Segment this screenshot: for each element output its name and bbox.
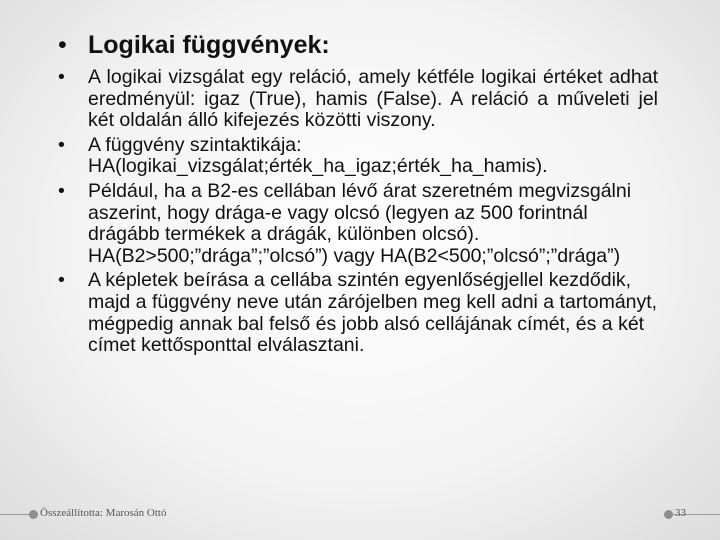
footer-divider-left <box>0 514 30 515</box>
bullet-item <box>58 270 658 356</box>
bullet-item <box>58 181 658 267</box>
page-number: 33 <box>675 507 686 519</box>
bullet-text: A képletek beírása a cellába szintén egyenlőségjellel kezdődik, majd a függvény neve után zárójelben meg kell adni a tartományt, mégpedig annak bal felső és jobb alsó cellájának címét, és a két címet kettősponttal elválasztani. <box>88 269 658 357</box>
bullet-item <box>58 135 658 178</box>
bullet-marker: • <box>58 66 65 88</box>
bullet-item <box>58 67 658 132</box>
bullet-list <box>58 64 658 357</box>
bullet-marker: • <box>58 133 65 156</box>
bullet-marker: • <box>58 179 65 202</box>
slide-title: Logikai függvények: <box>88 31 330 59</box>
bullet-text: A logikai vizsgálat egy reláció, amely kétféle logikai értéket adhat eredményül: igaz (True), hamis (False). A reláció a műveleti jel két oldalán álló kifejezés közötti viszony. <box>88 66 658 132</box>
slide-footer <box>0 503 720 527</box>
bullet-text: Például, ha a B2-es cellában lévő árat szeretném megvizsgálni aszerint, hogy drága-e vagy olcsó (legyen az 500 forintnál drágább termékek a drágák, különben olcsó). HA(B2>500;”drága”;”olcsó”) vagy HA(B2<500;”olcsó”;”drága”) <box>88 179 632 267</box>
bullet-marker: • <box>58 269 65 292</box>
footer-author: Összeállította: Marosán Ottó <box>40 507 167 519</box>
slide-title-row <box>58 28 678 62</box>
title-bullet: • <box>58 31 67 59</box>
footer-dot-left-icon <box>29 510 38 519</box>
bullet-text: A függvény szintaktikája: HA(logikai_vizsgálat;érték_ha_igaz;érték_ha_hamis). <box>88 133 548 178</box>
